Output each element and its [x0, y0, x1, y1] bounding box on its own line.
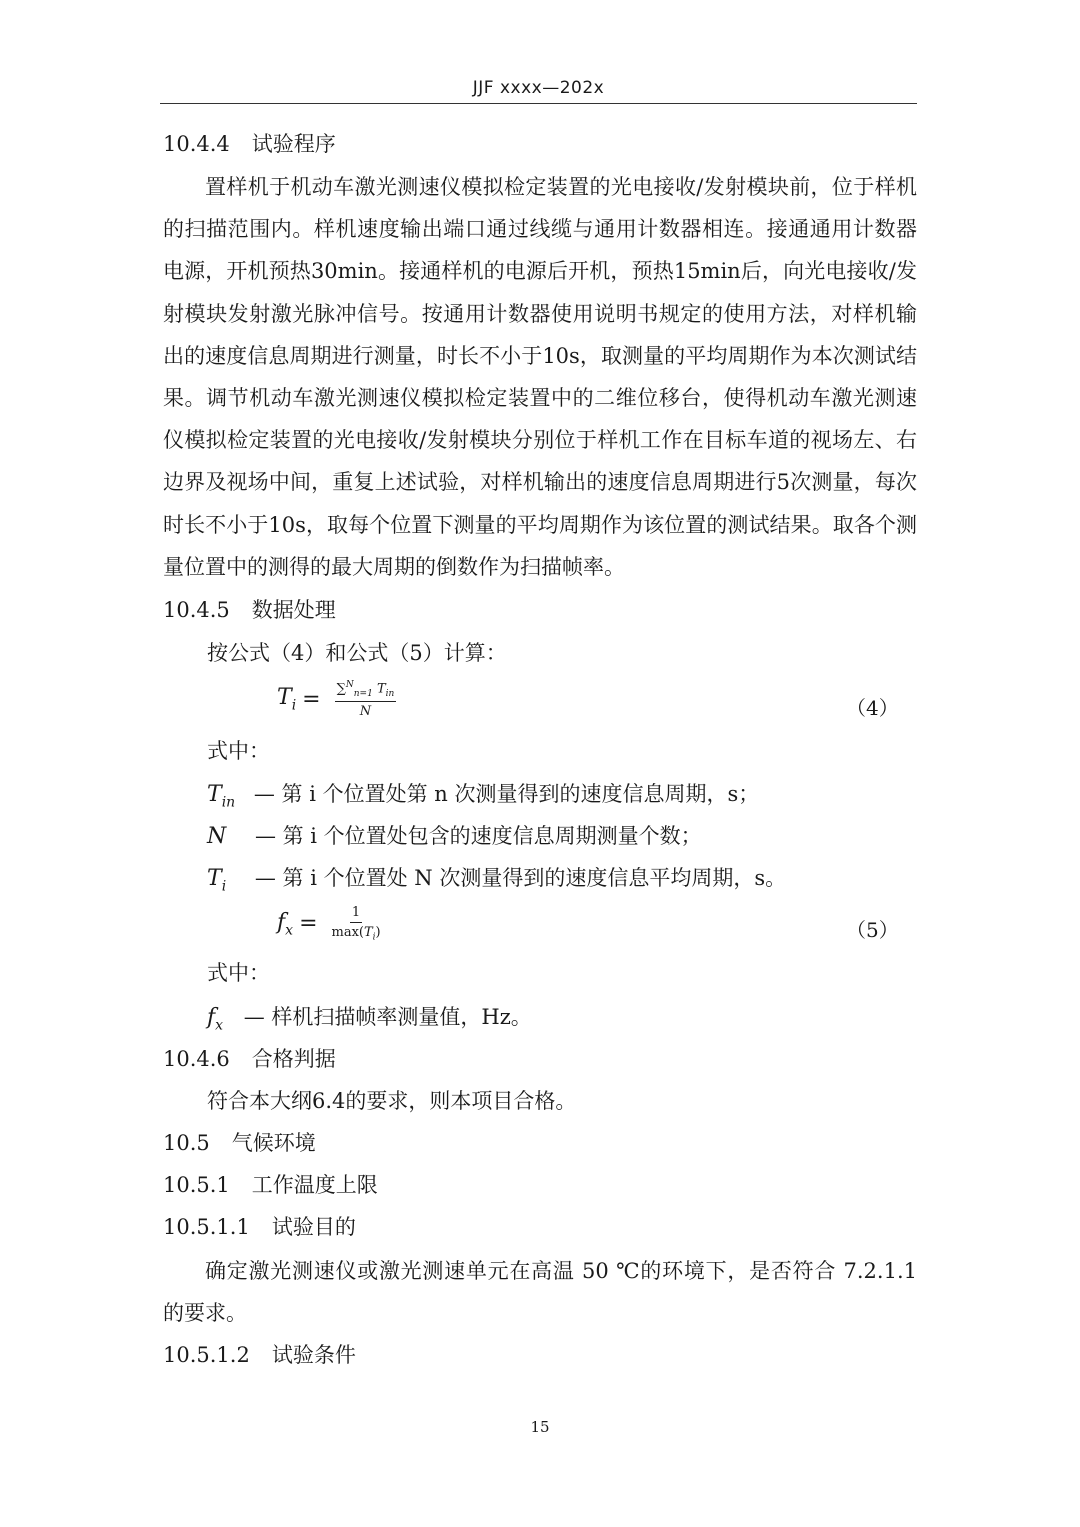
- page-header: JJF xxxx—202x: [472, 78, 605, 98]
- section-number: 10.4.5: [163, 598, 230, 622]
- header-rule: [160, 103, 917, 104]
- section-title: 试验条件: [271, 1343, 356, 1367]
- formula-lhs: $f_x$: [277, 909, 294, 938]
- formula-5: $f_x$ = $\frac{1}{\max(T_i)}$: [277, 905, 381, 943]
- definition-row: [207, 1007, 532, 1032]
- definition-text: — 第 i 个位置处第 n 次测量得到的速度信息周期，s；: [253, 782, 760, 806]
- section-number: 10.4.6: [163, 1047, 230, 1071]
- calc-intro: 按公式（4）和公式（5）计算：: [207, 641, 507, 665]
- purpose-paragraph: 确定激光测速仪或激光测速单元在高温 50 ℃的环境下，是否符合 7.2.1.1 的要求。: [163, 1259, 917, 1326]
- formula-fraction: [335, 680, 397, 719]
- section-10-5-1: [163, 1175, 378, 1196]
- definition-symbol: $T_{in}$: [207, 782, 236, 811]
- definition-row: [207, 868, 786, 893]
- formula-fraction: [332, 905, 381, 943]
- section-10-4-6: [163, 1049, 336, 1070]
- definition-symbol: $T_i$: [207, 866, 227, 895]
- definition-row: [207, 826, 702, 848]
- formula-numerator: ∑$^N_{n=1}$ $T_{in}$: [335, 680, 397, 702]
- section-title: 数据处理: [251, 598, 336, 622]
- section-number: 10.5.1: [163, 1173, 230, 1197]
- equation-number-5: （5）: [846, 918, 899, 942]
- section-10-5: [163, 1133, 316, 1154]
- section-number: 10.5.1.1: [163, 1215, 250, 1239]
- section-10-5-1-1: [163, 1217, 356, 1238]
- section-number: 10.5: [163, 1131, 210, 1155]
- formula-4: $T_i$ = $\frac{\sum^N_{n=1} T_{in}}{N}$: [277, 680, 395, 719]
- formula-lhs: $T_i$: [277, 685, 297, 714]
- definition-symbol: N: [207, 824, 227, 849]
- section-10-4-5: [163, 600, 336, 621]
- formula-numerator: 1: [350, 905, 362, 923]
- definition-symbol: $f_x$: [207, 1005, 224, 1034]
- section-10-5-1-2: [163, 1345, 356, 1366]
- section-title: 合格判据: [251, 1047, 336, 1071]
- equation-number-4: （4）: [846, 696, 899, 720]
- section-number: 10.5.1.2: [163, 1343, 250, 1367]
- definition-text: — 样机扫描帧率测量值，Hz。: [243, 1005, 532, 1029]
- formula-denominator: $\max(T_i)$: [331, 925, 381, 943]
- judgement-text: 符合本大纲6.4的要求，则本项目合格。: [207, 1089, 577, 1113]
- formula-denominator: N: [359, 703, 372, 719]
- section-title: 工作温度上限: [251, 1173, 378, 1197]
- section-number: 10.4.4: [163, 132, 230, 156]
- section-title: 气候环境: [231, 1131, 316, 1155]
- where-label-1: 式中：: [207, 739, 270, 763]
- where-label-2: 式中：: [207, 961, 270, 985]
- procedure-paragraph: 置样机于机动车激光测速仪模拟检定装置的光电接收/发射模块前，位于样机的扫描范围内。样机速度输出端口通过线缆与通用计数器相连。接通通用计数器电源，开机预热30min。接通样机的电源后开机，预热15min后，向光电接收/发射模块发射激光脉冲信号。按通用计数器使用说明书规定的使用方法，对样机输出的速度信息周期进行测量，时长不小于10s，取测量的平均周期作为本次测试结果。调节机动车激光测速仪模拟检定装置中的二维位移台，使得机动车激光测速仪模拟检定装置的光电接收/发射模块分别位于样机工作在目标车道的视场左、右边界及视场中间，重复上述试验，对样机输出的速度信息周期进行5次测量，每次时长不小于10s，取每个位置下测量的平均周期作为该位置的测试结果。取各个测量位置中的测得的最大周期的倒数作为扫描帧率。: [163, 175, 917, 579]
- page-number: 15: [530, 1418, 550, 1436]
- section-title: 试验程序: [251, 132, 336, 156]
- section-title: 试验目的: [271, 1215, 356, 1239]
- definition-text: — 第 i 个位置处 N 次测量得到的速度信息平均周期，s。: [254, 866, 787, 890]
- definition-row: [207, 784, 759, 809]
- definition-text: — 第 i 个位置处包含的速度信息周期测量个数；: [254, 824, 702, 848]
- section-10-4-4: [163, 134, 336, 155]
